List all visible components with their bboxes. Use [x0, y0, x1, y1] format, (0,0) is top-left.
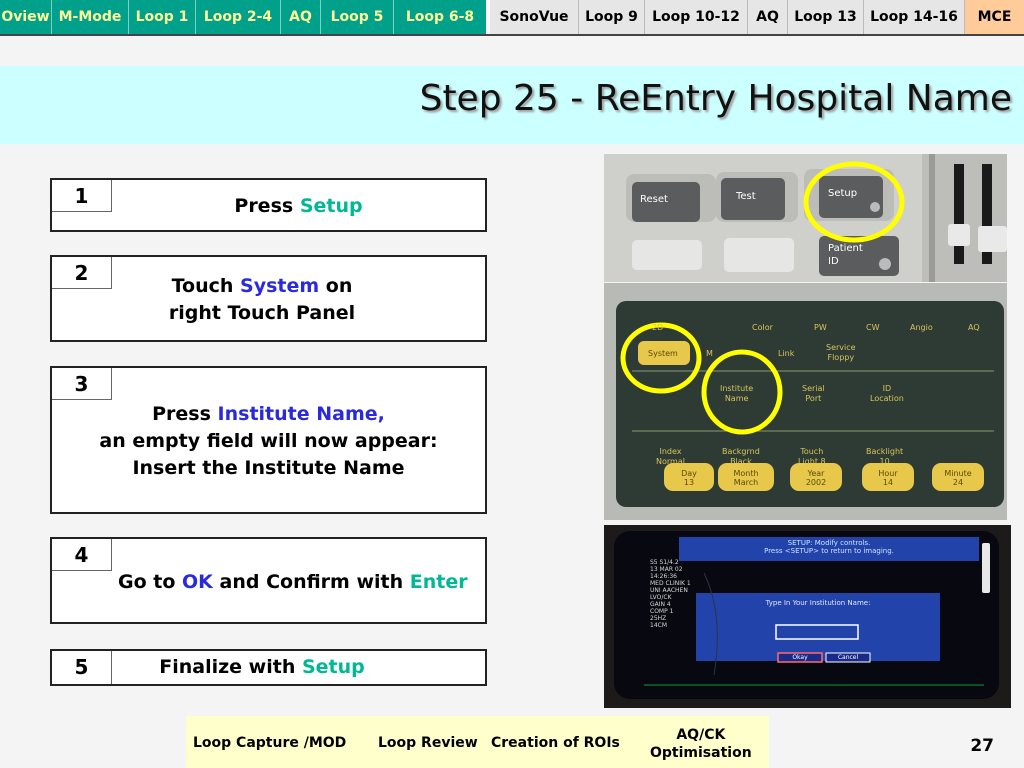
hour-button: Hour 14	[878, 469, 898, 487]
system-keyword: System	[240, 275, 320, 297]
nav-loop-5[interactable]: Loop 5	[321, 0, 394, 34]
day-button: Day 13	[681, 469, 697, 487]
nav-right-group	[490, 0, 1024, 34]
keyboard-illustration	[604, 154, 1007, 282]
nav-oview[interactable]: Oview	[0, 0, 52, 34]
step-number: 1	[52, 180, 112, 212]
nav-loop-6-8[interactable]: Loop 6-8	[405, 9, 475, 25]
background-label: Backgrnd Black	[722, 447, 760, 466]
tab-aq: AQ	[968, 323, 980, 332]
setup-keyword: Setup	[299, 195, 363, 217]
system-button: System	[648, 349, 678, 358]
id-location-label: ID Location	[870, 384, 904, 403]
nav-aq[interactable]: AQ	[281, 0, 321, 34]
service-floppy-label: Service Floppy	[826, 343, 856, 362]
page-number: 27	[970, 736, 994, 756]
step-number: 5	[52, 651, 112, 684]
step-number: 2	[52, 257, 112, 289]
setup-header: SETUP: Modify controls. Press <SETUP> to return to imaging.	[764, 539, 894, 555]
serial-port-label: Serial Port	[802, 384, 825, 403]
ok-keyword: OK	[182, 571, 213, 593]
tab-cw: CW	[866, 323, 880, 332]
nav-aq-2[interactable]: AQ	[748, 0, 788, 34]
step-3-text: Press Institute Name, an empty field will now appear: Insert the Institute Name	[99, 403, 438, 479]
reset-key-label: Reset	[640, 194, 668, 205]
footer-loop-review[interactable]: Loop Review	[378, 735, 478, 751]
patient-id-key-label: Patient ID	[828, 243, 863, 267]
setup-key-label: Setup	[828, 188, 858, 199]
page-title: Step 25 - ReEntry Hospital Name	[419, 78, 1012, 119]
keyboard-photo	[604, 154, 1007, 282]
step-2-box	[50, 255, 487, 342]
m-label: M	[706, 349, 713, 358]
step-number: 3	[52, 368, 112, 400]
patient-info-overlay: S5 S1/4.2 13 MAR 02 14:26:36 MED CLINIK 1 UNI AACHEN LVO/CK GAIN 4 COMP 1 25HZ 14CM	[650, 559, 691, 629]
enter-keyword: Enter	[409, 571, 468, 593]
month-button: Month March	[733, 469, 759, 487]
nav-loop-14-16[interactable]: Loop 14-16	[864, 0, 965, 34]
monitor-photo	[604, 525, 1011, 708]
footer-loop-capture[interactable]: Loop Capture /MOD	[193, 735, 347, 751]
step-1-text: Press Setup	[234, 195, 363, 217]
nav-loop-9[interactable]: Loop 9	[579, 0, 645, 34]
tab-color: Color	[752, 323, 773, 332]
tab-angio: Angio	[910, 323, 933, 332]
minute-button: Minute 24	[944, 469, 972, 487]
nav-mce[interactable]: MCE	[965, 0, 1024, 34]
tab-2d: 2D	[652, 323, 664, 332]
footer-aq-ck-optimisation[interactable]: AQ/CK Optimisation	[650, 727, 752, 761]
step-4-box	[50, 537, 487, 624]
setup-keyword: Setup	[301, 656, 365, 678]
nav-loop-13[interactable]: Loop 13	[788, 0, 864, 34]
nav-loop-2-4[interactable]: Loop 2-4	[196, 0, 281, 34]
step-3-box	[50, 366, 487, 514]
nav-loop-10-12[interactable]: Loop 10-12	[645, 0, 748, 34]
top-nav-bar	[0, 0, 1024, 34]
nav-m-mode[interactable]: M-Mode	[52, 0, 129, 34]
touch-panel-photo	[604, 283, 1007, 520]
link-label: Link	[778, 349, 795, 358]
nav-left-group	[0, 0, 486, 34]
step-4-text: Go to OK and Confirm with Enter	[118, 571, 468, 593]
tab-pw: PW	[814, 323, 827, 332]
institution-prompt: Type In Your Institution Name:	[765, 599, 871, 607]
index-label: Index Normal	[656, 447, 685, 466]
touch-label: Touch Light 8	[798, 447, 826, 466]
step-5-text: Finalize with Setup	[159, 656, 365, 678]
nav-loop-1[interactable]: Loop 1	[129, 0, 196, 34]
nav-divider	[0, 34, 1024, 36]
institute-name-keyword: Institute Name,	[217, 403, 385, 425]
test-key-label: Test	[736, 191, 756, 202]
step-1-box	[50, 178, 487, 232]
okay-button: Okay	[792, 654, 808, 661]
footer-creation-of-rois[interactable]: Creation of ROIs	[491, 735, 620, 751]
nav-sonovue[interactable]: SonoVue	[490, 0, 579, 34]
backlight-label: Backlight 10	[866, 447, 904, 466]
institute-name-button: Institute Name	[720, 384, 754, 403]
step-2-text: Touch System on right Touch Panel	[168, 275, 356, 324]
year-button: Year 2002	[805, 469, 827, 487]
cancel-button: Cancel	[837, 654, 859, 661]
step-number: 4	[52, 539, 112, 571]
step-5-box	[50, 649, 487, 686]
